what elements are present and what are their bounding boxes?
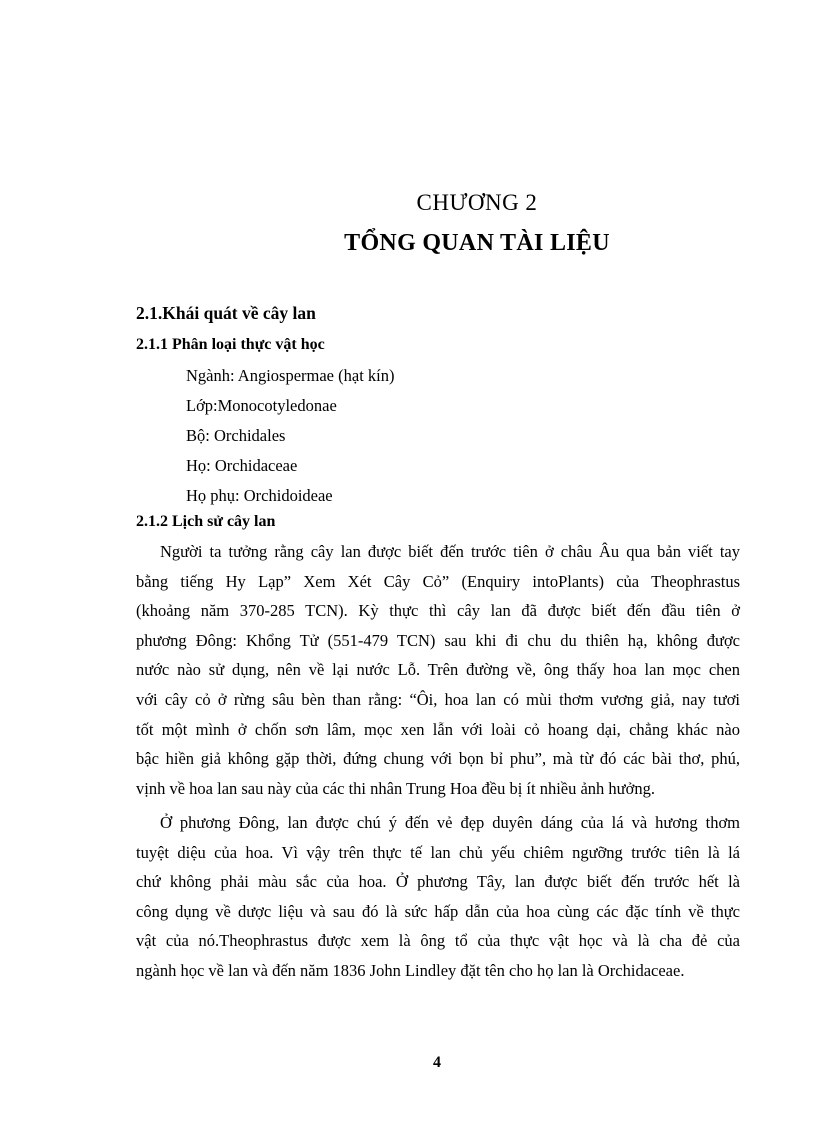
text-line: Ở phương Đông, lan được chú ý đến vẻ đẹp duyên dáng của lá và hương thơm (160, 813, 740, 832)
classification-list (186, 364, 395, 514)
text-line: tốt một mình ở chốn sơn lâm, mọc xen lẫn với loài cỏ hoang dại, chẳng khác nào (136, 719, 740, 739)
subsection-heading-classification: 2.1.1 Phân loại thực vật học (136, 336, 325, 353)
page-number: 4 (433, 1054, 441, 1071)
chapter-title: TỔNG QUAN TÀI LIỆU (344, 230, 610, 256)
chapter-number: CHƯƠNG 2 (416, 190, 538, 215)
history-paragraph-2 (136, 808, 740, 986)
text-line: tuyệt diệu của hoa. Vì vậy trên thực tế lan chủ yếu chiêm ngưỡng trước tiên là lá (136, 842, 740, 862)
text-line: vịnh về hoa lan sau này của các thi nhân Trung Hoa đều bị ít nhiều ảnh hưởng. (136, 778, 655, 798)
section-heading: 2.1.Khái quát về cây lan (136, 303, 316, 323)
classification-item: Bộ: Orchidales (186, 426, 286, 445)
text-line: chứ không phải màu sắc của hoa. Ở phương Tây, lan được biết đến trước hết là (136, 872, 740, 892)
text-line: ngành học về lan và đến năm 1836 John Lindley đặt tên cho họ lan là Orchidaceae. (136, 960, 685, 980)
classification-item: Ngành: Angiospermae (hạt kín) (186, 366, 395, 385)
subsection-heading-history: 2.1.2 Lịch sử cây lan (136, 513, 276, 530)
history-paragraph-1 (136, 537, 740, 803)
text-line: vật của nó.Theophrastus được xem là ông tổ của thực vật học và là cha đẻ của (136, 931, 740, 951)
classification-item: Lớp:Monocotyledonae (186, 396, 337, 415)
text-line: với cây cỏ ở rừng sâu bèn than rằng: “Ôi, hoa lan có mùi thơm vương giả, nay tươi (136, 689, 740, 709)
classification-item: Họ phụ: Orchidoideae (186, 486, 333, 505)
text-line: Người ta tưởng rằng cây lan được biết đến trước tiên ở châu Âu qua bản viết tay (160, 542, 740, 561)
text-line: bằng tiếng Hy Lạp” Xem Xét Cây Cỏ” (Enquiry intoPlants) của Theophrastus (136, 571, 740, 591)
text-line: bậc hiền giả không gặp thời, đứng chung với bọn bỉ phu”, mà từ đó các bài thơ, phú, (136, 749, 740, 769)
text-line: phương Đông: Khổng Tử (551-479 TCN) sau khi đi chu du thiên hạ, không được (136, 630, 740, 650)
text-line: nước nào sử dụng, nên về lại nước Lỗ. Trên đường về, ông thấy hoa lan mọc chen (136, 660, 740, 680)
text-line: công dụng về dược liệu và sau đó là sức hấp dẫn của hoa cùng các đặc tính về thực (136, 901, 740, 921)
text-line: (khoảng năm 370-285 TCN). Kỳ thực thì cây lan đã được biết đến đầu tiên ở (136, 601, 740, 621)
classification-item: Họ: Orchidaceae (186, 456, 298, 475)
